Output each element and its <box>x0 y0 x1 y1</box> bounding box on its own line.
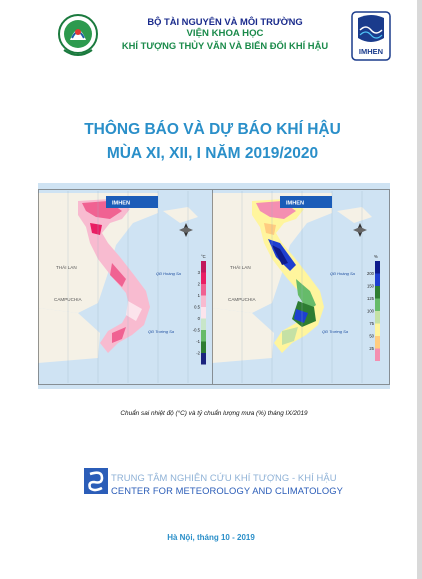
rainfall-legend <box>367 254 380 361</box>
temperature-anomaly-map <box>38 183 216 389</box>
rainfall-legend-label: 100 <box>367 308 374 314</box>
temperature-legend-swatch <box>201 307 206 319</box>
temperature-legend-swatch <box>201 296 206 308</box>
document-title-line2: MÙA XI, XII, I NĂM 2019/2020 <box>106 145 319 162</box>
temperature-legend-swatch <box>201 273 206 285</box>
temperature-legend-swatch <box>201 342 206 354</box>
rainfall-legend-label: 200 <box>367 270 374 276</box>
map-laos-label: THÁI LAN <box>230 265 251 270</box>
imhen-logo-text: IMHEN <box>358 47 384 56</box>
temperature-legend-label: 2 <box>197 281 200 287</box>
map-cambodia-label: CAMPUCHIA <box>54 297 82 302</box>
temperature-legend-label: 1 <box>197 292 200 298</box>
rainfall-legend-swatch <box>375 336 380 349</box>
place-and-date: Hà Nội, tháng 10 - 2019 <box>167 533 255 542</box>
rainfall-legend-label: 150 <box>367 283 374 289</box>
map-cambodia-label: CAMPUCHIA <box>228 297 256 302</box>
rainfall-legend-swatch <box>375 286 380 299</box>
temperature-legend-unit: °C <box>201 254 206 259</box>
rainfall-legend-label: 50 <box>369 333 374 339</box>
institute-name-line2: KHÍ TƯỢNG THỦY VĂN VÀ BIẾN ĐỔI KHÍ HẬU <box>121 40 329 51</box>
map-truong-sa-label: QĐ Trường Sa <box>148 329 174 334</box>
institute-name-line1: VIỆN KHOA HỌC <box>186 28 264 39</box>
rainfall-legend-swatch <box>375 274 380 287</box>
map-brand: IMHEN <box>286 200 305 207</box>
temperature-legend-swatch <box>201 330 206 342</box>
center-name-vi: TRUNG TÂM NGHIÊN CỨU KHÍ TƯỢNG - KHÍ HẬU <box>111 472 337 483</box>
page-edge <box>417 0 422 579</box>
temperature-legend-swatch <box>201 284 206 296</box>
temperature-legend-label: 0 <box>197 315 200 321</box>
cmc-logo <box>84 468 108 494</box>
rainfall-ratio-map <box>212 183 390 389</box>
rainfall-legend-label: 125 <box>367 295 374 301</box>
map-brand: IMHEN <box>112 200 131 207</box>
temperature-legend-label: -2 <box>196 350 200 356</box>
map-hoang-sa-label: QĐ Hoàng Sa <box>330 271 355 276</box>
center-name-en: CENTER FOR METEOROLOGY AND CLIMATOLOGY <box>111 485 343 496</box>
ministry-logo <box>56 10 100 62</box>
ministry-name: BỘ TÀI NGUYÊN VÀ MÔI TRƯỜNG <box>147 16 303 27</box>
temperature-legend-label: 0.5 <box>194 304 200 310</box>
figure-caption: Chuẩn sai nhiệt độ (°C) và tỷ chuẩn lượng mưa (%) tháng IX/2019 <box>120 410 308 417</box>
rainfall-legend-label: 25 <box>369 345 374 351</box>
map-laos-label: THÁI LAN <box>56 265 77 270</box>
rainfall-legend-label: 75 <box>369 320 374 326</box>
rainfall-legend-swatch <box>375 299 380 312</box>
temperature-legend-label: -0.5 <box>192 327 200 333</box>
map-truong-sa-label: QĐ Trường Sa <box>322 329 348 334</box>
temperature-legend-swatch <box>201 261 206 273</box>
rainfall-legend-swatch <box>375 324 380 337</box>
map-hoang-sa-label: QĐ Hoàng Sa <box>156 271 181 276</box>
temperature-legend-swatch <box>201 353 206 365</box>
rainfall-legend-swatch <box>375 349 380 362</box>
temperature-legend-label: -1 <box>196 338 200 344</box>
rainfall-legend-swatch <box>375 261 380 274</box>
temperature-legend-swatch <box>201 319 206 331</box>
rainfall-legend-swatch <box>375 311 380 324</box>
document-title-line1: THÔNG BÁO VÀ DỰ BÁO KHÍ HẬU <box>84 121 341 138</box>
rainfall-legend-unit: % <box>374 254 378 259</box>
temperature-legend-label: 3 <box>197 269 200 275</box>
imhen-logo <box>350 10 392 62</box>
